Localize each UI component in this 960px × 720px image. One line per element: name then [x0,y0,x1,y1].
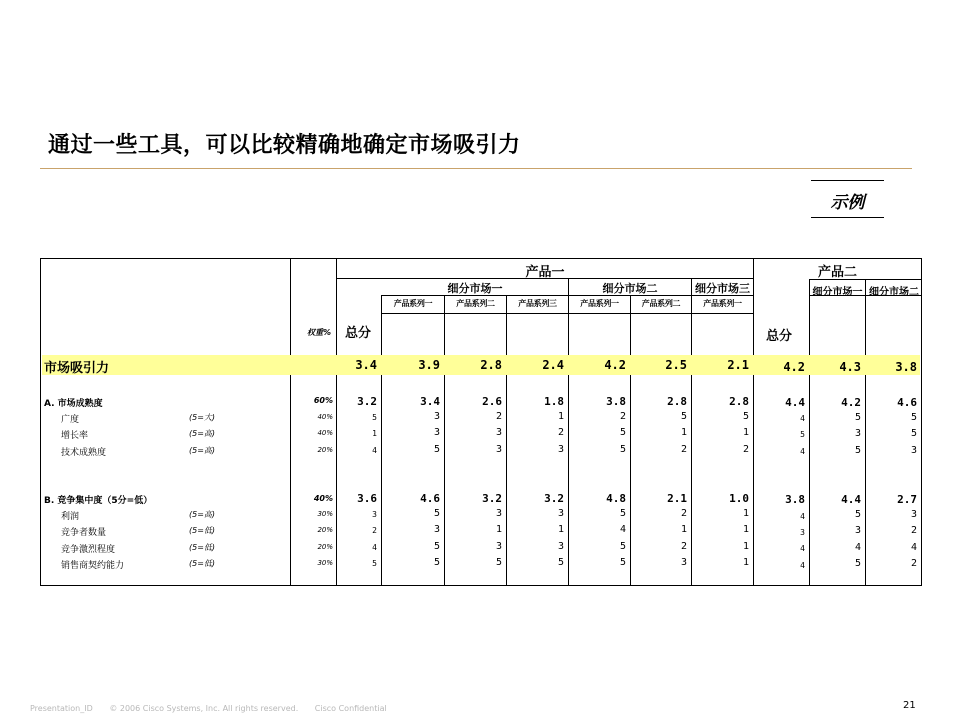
criterion-total-two: 4 [800,544,805,553]
slide-title: 通过一些工具，可以比较精确地确定市场吸引力 [48,133,521,158]
criterion-scale: (5=低) [189,526,216,535]
series-header: 产品系列二 [456,299,495,308]
series-header: 产品系列一 [703,299,742,308]
criterion-total-two: 4 [800,512,805,521]
criterion-value: 3 [495,427,502,438]
section-total: 3.2 [357,395,377,408]
criterion-value: 5 [433,444,440,455]
criterion-value: 2 [680,444,687,455]
attractiveness-value: 2.8 [480,358,502,372]
section-value: 4.8 [606,492,626,505]
criterion-label: 销售商契约能力 [61,561,125,571]
section-value: 4.2 [841,396,861,409]
criterion-value: 3 [433,427,440,438]
section-value: 3.4 [420,395,440,408]
grid-line [336,259,337,585]
criterion-value: 2 [495,411,502,422]
criterion-value: 3 [433,411,440,422]
segment-header: 细分市场一 [447,282,503,295]
segment-header: 细分市场二 [602,282,658,295]
criterion-value: 5 [433,557,440,568]
attractiveness-total: 3.4 [355,358,377,372]
criterion-value: 1 [742,427,749,438]
example-badge [811,180,884,218]
criterion-value: 5 [910,428,917,439]
criterion-value: 1 [680,427,687,438]
criterion-value: 5 [854,412,861,423]
criterion-value: 5 [619,541,626,552]
criterion-value: 5 [742,411,749,422]
attractiveness-table [40,258,922,586]
criterion-value: 1 [495,524,502,535]
criterion-value: 1 [742,557,749,568]
attractiveness-value: 3.9 [418,358,440,372]
criterion-total: 5 [372,559,377,568]
criterion-value: 3 [910,509,917,520]
criterion-label: 增长率 [61,431,89,441]
criterion-weight: 40% [317,429,333,437]
criterion-total: 4 [372,543,377,552]
criterion-value: 5 [619,557,626,568]
criterion-value: 2 [910,525,917,536]
total-header: 总分 [766,329,793,344]
criterion-value: 3 [495,508,502,519]
criterion-value: 3 [433,524,440,535]
criterion-weight: 20% [317,543,333,551]
section-value: 1.8 [544,395,564,408]
grid-line [290,259,291,585]
criterion-value: 2 [910,558,917,569]
criterion-value: 5 [619,427,626,438]
criterion-label: 技术成熟度 [61,448,107,458]
criterion-label: 竞争者数量 [61,528,107,538]
section-value: 2.7 [897,493,917,506]
series-header: 产品系列一 [580,299,619,308]
product-two-header: 产品二 [817,265,857,280]
attractiveness-value: 2.1 [727,358,749,372]
section-value: 4.6 [897,396,917,409]
criterion-value: 1 [742,541,749,552]
criterion-scale: (5=高) [189,429,216,438]
section-total: 3.6 [357,492,377,505]
footer [30,704,401,713]
criterion-scale: (5=大) [189,413,216,422]
criterion-value: 1 [557,411,564,422]
footer-copyright: © 2006 Cisco Systems, Inc. All rights reserved. [109,704,299,713]
criterion-label: 利润 [61,512,80,522]
criterion-value: 3 [910,445,917,456]
criterion-value: 3 [557,508,564,519]
criterion-value: 1 [680,524,687,535]
section-value: 3.2 [544,492,564,505]
criterion-scale: (5=高) [189,446,216,455]
example-label: 示例 [830,193,865,213]
footer-confidential: Cisco Confidential [314,704,387,713]
criterion-weight: 30% [317,510,333,518]
criterion-label: 广度 [61,415,80,425]
section-total-two: 4.4 [785,396,805,409]
section-value: 4.6 [420,492,440,505]
section-value: 3.8 [606,395,626,408]
criterion-value: 4 [619,524,626,535]
criterion-total: 1 [372,429,377,438]
criterion-scale: (5=低) [189,559,216,568]
criterion-value: 5 [433,508,440,519]
attractiveness-value: 4.3 [839,360,861,374]
criterion-value: 3 [854,428,861,439]
section-value: 1.0 [729,492,749,505]
criterion-value: 4 [910,542,917,553]
page-number: 21 [903,700,916,711]
criterion-total: 5 [372,413,377,422]
criterion-total-two: 3 [800,528,805,537]
criterion-value: 2 [619,411,626,422]
attractiveness-value: 2.4 [542,358,564,372]
criterion-value: 5 [854,445,861,456]
section-value: 3.2 [482,492,502,505]
criterion-value: 1 [742,524,749,535]
title-divider [40,168,912,169]
criterion-value: 3 [495,541,502,552]
criterion-value: 2 [742,444,749,455]
criterion-total: 2 [372,526,377,535]
criterion-total-two: 4 [800,414,805,423]
criterion-value: 5 [854,558,861,569]
criterion-value: 1 [742,508,749,519]
footer-presentation-id: Presentation_ID [30,704,93,713]
criterion-value: 3 [680,557,687,568]
attractiveness-value: 2.5 [665,358,687,372]
section-value: 2.8 [729,395,749,408]
criterion-value: 3 [557,541,564,552]
criterion-value: 5 [619,444,626,455]
criterion-value: 5 [854,509,861,520]
attractiveness-total-two: 4.2 [783,360,805,374]
criterion-value: 2 [557,427,564,438]
criterion-total: 4 [372,446,377,455]
criterion-value: 5 [619,508,626,519]
criterion-weight: 20% [317,446,333,454]
criterion-value: 5 [910,412,917,423]
segment-header: 细分市场一 [812,287,863,298]
criterion-total-two: 4 [800,447,805,456]
section-value: 2.1 [667,492,687,505]
section-title: A. 市场成熟度 [44,399,103,409]
criterion-value: 3 [557,444,564,455]
criterion-scale: (5=低) [189,543,216,552]
criterion-weight: 40% [317,413,333,421]
criterion-value: 5 [557,557,564,568]
criterion-total-two: 5 [800,430,805,439]
attractiveness-label: 市场吸引力 [44,361,110,376]
attractiveness-value: 4.2 [604,358,626,372]
section-total-two: 3.8 [785,493,805,506]
criterion-value: 1 [557,524,564,535]
series-header: 产品系列二 [641,299,681,308]
header-divider [381,313,753,314]
criterion-value: 2 [680,508,687,519]
criterion-value: 5 [495,557,502,568]
attractiveness-value: 3.8 [895,360,917,374]
criterion-weight: 30% [317,559,333,567]
criterion-label: 竞争激烈程度 [61,545,116,555]
segment-header: 细分市场二 [869,287,919,298]
criterion-value: 5 [680,411,687,422]
section-title: B. 竞争集中度（5分=低） [44,496,153,506]
criterion-value: 2 [680,541,687,552]
total-header: 总分 [345,326,372,341]
section-weight: 60% [313,396,333,405]
criterion-total: 3 [372,510,377,519]
series-header: 产品系列三 [518,299,557,308]
segment-header: 细分市场三 [695,282,750,295]
section-value: 2.8 [667,395,687,408]
section-weight: 40% [313,494,333,503]
section-value: 4.4 [841,493,861,506]
criterion-total-two: 4 [800,561,805,570]
weight-header: 权重% [306,328,331,337]
criterion-value: 5 [433,541,440,552]
criterion-scale: (5=高) [189,510,216,519]
criterion-value: 3 [854,525,861,536]
product-one-header: 产品一 [525,265,565,280]
series-header: 产品系列一 [393,299,433,308]
criterion-value: 3 [495,444,502,455]
criterion-value: 4 [854,542,861,553]
section-value: 2.6 [482,395,502,408]
criterion-weight: 20% [317,526,333,534]
